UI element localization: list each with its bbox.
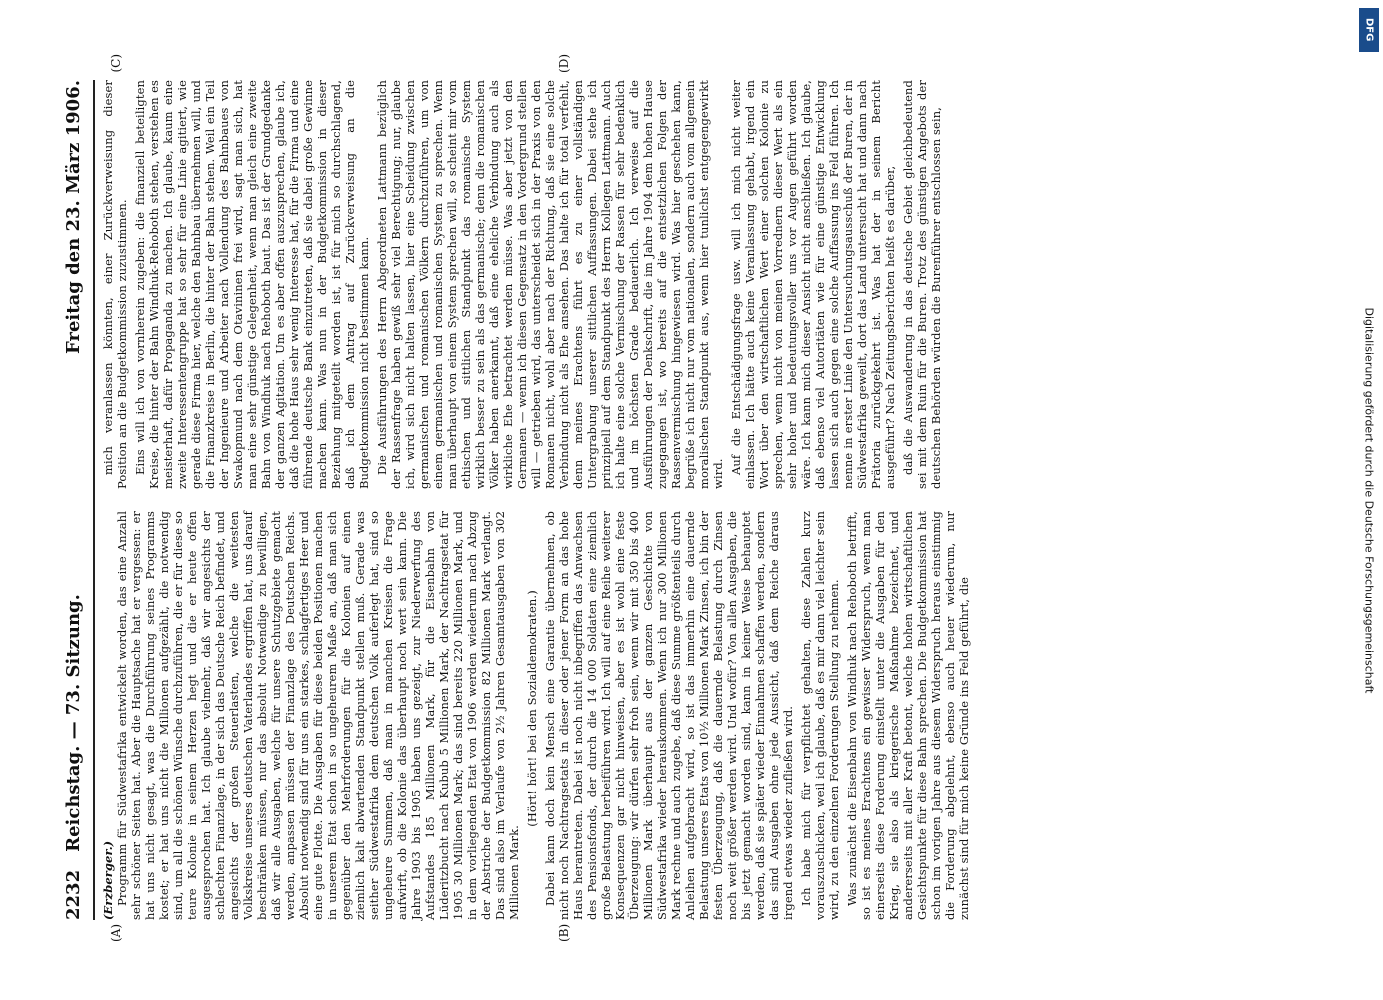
left-paragraph: Was zunächst die Eisenbahn von Windhuk nach Rehoboth betrifft, so ist es meines Erachtens ein gewisser Widerspruch, wenn man einerseits diese Forderung einstellt unter die Ausgaben für den Krieg, sie also als kriegerische Maßnahme bezeichnet, und andererseits mit aller Kraft betont, welche hohen wirtschaftlichen Gesichtspunkte für diese Bahn sprechen. Die Budgetkommission hat schon im vorigen Jahre aus diesem Widerspruch heraus einstimmig die Forderung abgelehnt, ebenso auch heuer wiederum, nur zunächst sind für mich keine Gründe ins Feld geführt, die	[844, 511, 971, 920]
margin-mark-b: (B)	[556, 923, 571, 942]
right-paragraph: daß die Auswanderung in das deutsche Gebiet gleichbedeutend sei mit dem Ruin für die Buren. Trotz des günstigen Angebots der deutschen Behörden würden die Burenführer entschlossen sein,	[900, 80, 943, 489]
interjection: (Hört! hört! bei den Sozialdemokraten.)	[524, 590, 539, 827]
left-paragraph: Dabei kann doch kein Mensch eine Garantie übernehmen, ob nicht noch Nachtragsetats in dieser oder jener Form an das hohe Haus herantreten. Dabei ist noch nicht inbegriffen das Anwachsen des Pensionsfonds, der durch die 14 000 Soldaten eine ziemlich große Belastung herbeiführen wird. Ich will auf eine Reihe weiterer Konsequenzen gar nicht hinweisen, aber es ist wohl eine feste Überzeugung: wir dürfen sehr froh sein, wenn wir mit 350 bis 400 Millionen Mark überhaupt aus der ganzen Geschichte von Südwestafrika wieder herauskommen. Wenn ich nur 300 Millionen Mark rechne und auch zugebe, daß diese Summe größtenteils durch Anleihen aufgebracht wird, so ist das immerhin eine dauernde Belastung unseres Etats von 10½ Millionen Mark Zinsen, ich bin der festen Überzeugung, daß die dauernde Belastung durch Zinsen noch weit größer werden wird. Und wofür? Von allen Ausgaben, die bis jetzt gemacht worden sind, kann in keiner Weise behauptet werden, daß sie später wieder Einnahmen schaffen werden, sondern das sind Ausgaben ohne jede Aussicht, daß dem Reiche daraus irgend etwas wieder zufließen wird.	[542, 511, 795, 920]
header-rule	[93, 80, 95, 920]
margin-mark-d: (D)	[556, 54, 571, 73]
dfg-logo: DFG	[1359, 8, 1379, 52]
header-left-title: Reichstag. — 73. Sitzung.	[62, 594, 83, 852]
margin-mark-a: (A)	[108, 923, 123, 942]
header-right-title: Freitag den 23. März 1906.	[62, 80, 83, 354]
right-paragraph: Die Ausführungen des Herrn Abgeordneten Lattmann bezüglich der Rassenfrage haben gewiß sehr viel Berechtigung; nur, glaube ich, wird sich nicht halten lassen, hier eine Scheidung zwischen germanischen und romanischen Völkern durchzuführen, um von einem germanischen und romanischen System zu sprechen. Wenn man überhaupt von einem System sprechen will, so scheint mir vom ethischen und sittlichen Standpunkt das romanische System wirklich besser zu sein als das germanische; denn die romanischen Völker haben anerkannt, daß eine eheliche Verbindung auch als wirkliche Ehe betrachtet werden müsse. Was aber jetzt von den Germanen — wenn ich diesen Gegensatz in den Vordergrund stellen will — getrieben wird, das unterscheidet sich in der Praxis von den Romanen nicht, wohl aber nach der Richtung, daß sie eine solche Verbindung nicht als Ehe ansehen. Das halte ich für total verfehlt, denn meines Erachtens führt es zu einer vollständigen Untergrabung unserer sittlichen Auffassungen. Dabei stehe ich prinzipiell auf dem Standpunkt des Herrn Kollegen Lattmann. Auch ich halte eine solche Vermischung der Rassen für sehr bedenklich und im höchsten Grade bedauerlich. Ich verweise auf die Ausführungen der Denkschrift, die im Jahre 1904 dem hohen Hause zugegangen ist, wo bereits auf die entsetzlichen Folgen der Rassenvermischung hingewiesen wird. Was hier geschehen kann, begrüße ich nicht nur vom nationalen, sondern auch vom allgemein moralischen Standpunkt aus, wenn hier tunlichst entgegengewirkt wird.	[374, 80, 725, 489]
right-paragraph: Eins will ich von vornherein zugeben: die finanziell beteiligten Kreise, die hinter der Bahn Windhuk-Rehoboth stehen, verstehen es meisterhaft, dafür Propaganda zu machen. Ich glaube, kaum eine zweite Interessentengruppe hat so sehr für eine Linie agitiert, wie gerade diese Firma hier, welche den Bahnbau übernehmen will, und die Finanzkreise in Berlin, die hinter der Bahn stehen. Weil ein Teil der Ingenieure und Arbeiter nach Vollendung des Bahnbaues von Swakopmund nach dem Otavininen frei wird, sagt man sich, hat man eine sehr günstige Gelegenheit, wenn man gleich eine zweite Bahn von Windhuk nach Rehoboth baut. Das ist der Grundgedanke der ganzen Agitation. Um es aber offen auszusprechen, glaube ich, daß die hohe Haus sehr wenig Interesse hat, für die Firma und eine führende deutsche Bank einzutreten, daß sie dabei große Gewinne machen kann. Was nun in der Budgetkommission in dieser Beziehung mitgeteilt worden ist, ist für mich so durchschlagend, daß ich dem Antrag auf Zurückverweisung an die Budgetkommission nicht bestimmen kann.	[132, 80, 371, 489]
right-column	[101, 80, 1327, 489]
page-number: 2232	[62, 869, 83, 920]
left-paragraph: Ich habe mich für verpflichtet gehalten, diese Zahlen kurz vorauszuschicken, weil ich glaube, daß es mir dann viel leichter sein wird, zu den einzelnen Forderungen Stellung zu nehmen.	[798, 511, 841, 920]
margin-mark-c: (C)	[108, 54, 123, 73]
speaker-label: (Erzberger.)	[100, 840, 115, 920]
header-left	[62, 594, 83, 920]
right-paragraph: mich veranlassen könnten, einer Zurückverweisung dieser Position an die Budgetkommission zuzustimmen.	[100, 80, 129, 489]
left-paragraph: Programm für Südwestafrika entwickelt worden, das eine Anzahl sehr schöner Seiten hat. Aber die Hauptsache hat er vergessen: er hat uns nicht gesagt, was die Durchführung seines Programms kostet; er hat uns nicht die Millionen aufgezählt, die notwendig sind, um all die schönen Wünsche durchzuführen, die er für diese so teure Kolonie in seinem Herzen hegt und die er heute offen ausgesprochen hat. Ich glaube vielmehr, daß wir angesichts der schlechten Finanzlage, in der sich das Deutsche Reich befindet, und angesichts der großen Steuerlasten, welche die weitesten Volkskreise unseres deutschen Vaterlandes ergriffen hat, uns darauf beschränken müssen, nur das absolut Notwendige zu bewilligen, daß wir alle Ausgaben, welche für unsere Schutzgebiete gemacht werden, anpassen müssen der Finanzlage des Deutschen Reichs. Absolut notwendig sind für uns ein starkes, schlagfertiges Heer und eine gute Flotte. Die Ausgaben für diese beiden Positionen machen in unserem Etat schon in so ungeheurem Maße an, daß man sich gegenüber den Mehrforderungen für die Kolonien auf einen ziemlich kalt abwartenden Standpunkt stellen muß. Gerade was seither Südwestafrika dem deutschen Volk auferlegt hat, sind so ungeheure Summen, daß man in manchen Kreisen die Frage aufwirft, ob die Kolonie das überhaupt noch wert sein kann. Die Jahre 1903 bis 1905 haben uns gezeigt, zur Niederwerfung des Aufstandes 185 Millionen Mark, für die Eisenbahn von Lüderitzbucht nach Kubub 5 Millionen Mark, der Nachtragsetat für 1905 30 Millionen Mark; das sind bereits 220 Millionen Mark, und in dem vorliegenden Etat von 1906 werden wiederum nach Abzug der Abstriche der Budgetkommission 82 Millionen Mark verlangt. Das sind also im Verlaufe von 2½ Jahren Gesamtausgaben von 302 Millionen Mark.	[114, 511, 521, 920]
right-paragraph: Auf die Entschädigungsfrage usw. will ich mich nicht weiter einlassen. Ich hätte auch keine Veranlassung gehabt, irgend ein Wort über den wirtschaftlichen Wert einer solchen Kolonie zu sprechen, wenn nicht von meinen Vorrednern dieser Wert als ein sehr hoher und bedeutungsvoller uns vor Augen geführt worden wäre. Ich kann mich dieser Ansicht nicht anschließen. Ich glaube, daß ebenso viel Autoritäten wie für eine günstige Entwicklung lassen sich auch gegen eine solche Auffassung ins Feld führen. Ich nenne in erster Linie den Untersuchungsausschuß der Buren, der in Südwestafrika geweilt, dort das Land untersucht hat und dann nach Prätoria zurückgekehrt ist. Was hat der in seinem Bericht ausgeführt? Nach Zeitungsberichten heißt es darüber,	[728, 80, 897, 489]
text-columns	[101, 80, 1327, 920]
left-column	[101, 511, 1327, 920]
rotated-page	[37, 54, 1347, 942]
page-header	[55, 80, 91, 920]
digitization-credit	[1355, 0, 1383, 1000]
credit-text: Digitalisierung gefördert durch die Deutsche Forschungsgemeinschaft	[1362, 307, 1376, 693]
